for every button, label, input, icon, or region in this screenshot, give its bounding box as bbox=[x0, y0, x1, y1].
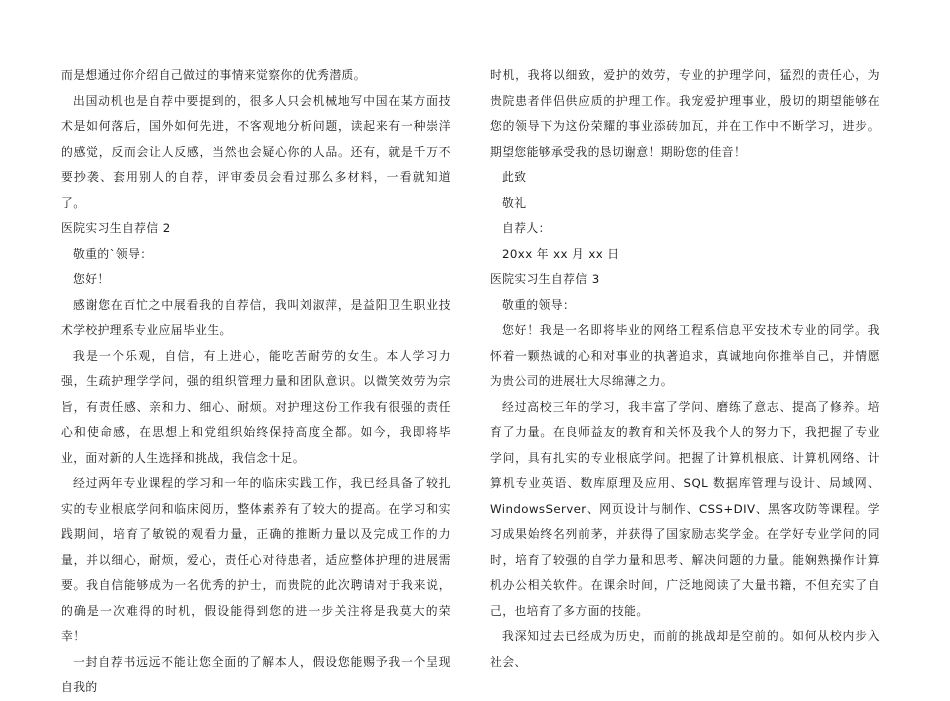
signature-label: 自荐人： bbox=[502, 221, 551, 235]
left-column bbox=[61, 63, 451, 701]
paragraph: 而是想通过你介绍自己做过的事情来觉察你的优秀潜质。 bbox=[61, 68, 366, 82]
paragraph: 经过高校三年的学习，我丰富了学问、磨练了意志、提高了修养。培育了力量。在良师益友的教育和关怀及我个人的努力下，我把握了专业学问，具有扎实的专业根底学问。把握了计算机根底、计算机网络、计算机专业英语、数库原理及应用、SQL 数据库管理与设计、局域网、WindowsServer、网页设计与制作、CSS+DIV、黑客攻防等课程。学习成果始终名列前茅，并获得了国家励志奖学金。在学好专业学问的同时，培育了较强的自学力量和思考、解决问题的力量。能娴熟操作计算机办公相关软件。在课余时间，广泛地阅读了大量书籍，不但充实了自己，也培育了多方面的技能。 bbox=[490, 399, 880, 618]
salutation: 敬重的`领导： bbox=[73, 246, 153, 261]
paragraph: 时机，我将以细致，爱护的效劳，专业的护理学问，猛烈的责任心，为贵院患者伴侣供应质的护理工作。我宠爱护理事业，殷切的期望能够在您的领导下为这份荣耀的事业添砖加瓦，并在工作中不断学习，进步。期望您能够承受我的恳切谢意！期盼您的佳音！ bbox=[490, 68, 880, 159]
section-heading: 医院实习生自荐信 2 bbox=[61, 221, 171, 235]
closing-line: 敬礼 bbox=[502, 195, 527, 210]
paragraph: 感谢您在百忙之中展看我的自荐信，我叫刘淑萍，是益阳卫生职业技术学校护理系专业应届毕业生。 bbox=[61, 297, 451, 337]
greeting: 您好！ bbox=[73, 272, 110, 286]
paragraph: 我是一个乐观，自信，有上进心，能吃苦耐劳的女生。本人学习力强，生疏护理学学问，强的组织管理力量和团队意识。以微笑效劳为宗旨，有责任感、亲和力、细心、耐烦。对护理这份工作我有很强的责任心和使命感，在思想上和党组织始终保持高度全都。如今，我即将毕业，面对新的人生选择和挑战，我信念十足。 bbox=[61, 348, 451, 465]
paragraph: 我深知过去已经成为历史，而前的挑战却是空前的。如何从校内步入社会、 bbox=[490, 629, 880, 669]
closing-line: 此致 bbox=[502, 170, 527, 184]
salutation: 敬重的领导： bbox=[502, 297, 576, 312]
right-column bbox=[490, 63, 880, 675]
paragraph: 出国动机也是自荐中要提到的，很多人只会机械地写中国在某方面技术是如何落后，国外如何先进，不客观地分析问题，读起来有一种崇洋的感觉，反而会让人反感，当然也会疑心你的人品。还有，就是千万不要抄袭、套用别人的自荐，评审委员会看过那么多材料，一看就知道了。 bbox=[61, 93, 451, 210]
paragraph: 您好！我是一名即将毕业的网络工程系信息平安技术专业的同学。我怀着一颗热诚的心和对事业的执著追求，真诚地向你推举自己，并情愿为贵公司的进展壮大尽绵薄之力。 bbox=[490, 323, 880, 388]
paragraph: 一封自荐书远远不能让您全面的了解本人，假设您能赐予我一个呈现自我的 bbox=[61, 654, 451, 694]
section-heading: 医院实习生自荐信 3 bbox=[490, 272, 600, 286]
date-line: 20xx 年 xx 月 xx 日 bbox=[502, 246, 620, 261]
paragraph: 经过两年专业课程的学习和一年的临床实践工作，我已经具备了较扎实的专业根底学问和临床阅历，整体素养有了较大的提高。在学习和实践期间，培育了敏锐的观看力量，正确的推断力量以及完成工作的力量，并以细心，耐烦，爱心，责任心对待患者，适应整体护理的进展需要。我自信能够成为一名优秀的护士，而贵院的此次聘请对于我来说，的确是一次难得的时机，假设能得到您的进一步关注将是我莫大的荣幸！ bbox=[61, 476, 451, 643]
